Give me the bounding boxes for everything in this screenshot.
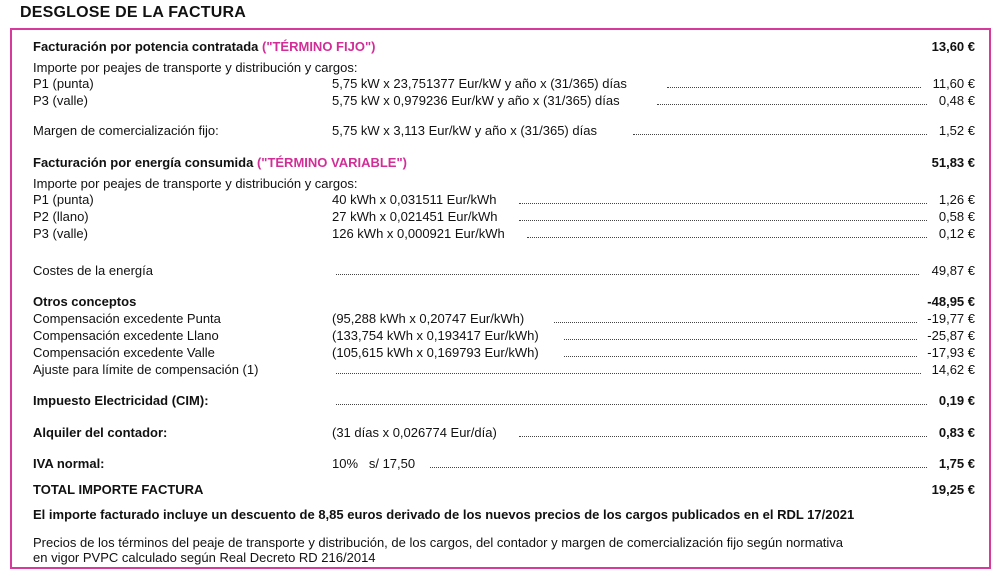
compensacion-valle-desc: (105,615 kWh x 0,169793 Eur/kWh) xyxy=(332,345,539,360)
alquiler-amount: 0,83 € xyxy=(938,425,975,440)
impuesto-amount: 0,19 € xyxy=(938,393,975,408)
dot-leader xyxy=(336,404,927,405)
energia-p1-label: P1 (punta) xyxy=(33,192,94,207)
costes-energia-row xyxy=(33,262,975,279)
dot-leader xyxy=(519,220,927,221)
costes-energia-label: Costes de la energía xyxy=(33,263,153,278)
ajuste-row xyxy=(33,361,975,378)
alquiler-desc: (31 días x 0,026774 Eur/día) xyxy=(332,425,497,440)
energia-p2-row xyxy=(33,208,975,225)
impuesto-row xyxy=(33,392,975,409)
dot-leader xyxy=(519,436,927,437)
margen-label: Margen de comercialización fijo: xyxy=(33,123,219,138)
compensacion-valle-label: Compensación excedente Valle xyxy=(33,345,215,360)
iva-amount: 1,75 € xyxy=(938,456,975,471)
discount-notice: El importe facturado incluye un descuento de 8,85 euros derivado de los nuevos precios de los cargos publicados en el RDL 17/2021 xyxy=(33,507,855,522)
section-otros-header xyxy=(33,293,975,310)
iva-desc: 10% s/ 17,50 xyxy=(332,456,416,471)
ajuste-label: Ajuste para límite de compensación (1) xyxy=(33,362,259,377)
potencia-p3-label: P3 (valle) xyxy=(33,93,88,108)
dot-leader xyxy=(564,339,917,340)
ajuste-amount: 14,62 € xyxy=(931,362,975,377)
compensacion-punta-label: Compensación excedente Punta xyxy=(33,311,221,326)
energia-p1-amount: 1,26 € xyxy=(938,192,975,207)
dot-leader xyxy=(564,356,917,357)
margen-row xyxy=(33,122,975,139)
section-otros-total: -48,95 € xyxy=(927,294,975,309)
costes-energia-amount: 49,87 € xyxy=(931,263,975,278)
energia-p1-desc: 40 kWh x 0,031511 Eur/kWh xyxy=(332,192,497,207)
potencia-peajes-label: Importe por peajes de transporte y distribución y cargos: xyxy=(33,60,358,75)
alquiler-row xyxy=(33,424,975,441)
energia-p3-desc: 126 kWh x 0,000921 Eur/kWh xyxy=(332,226,505,241)
compensacion-valle-amount: -17,93 € xyxy=(927,345,975,360)
potencia-p1-desc: 5,75 kW x 23,751377 Eur/kW y año x (31/365) días xyxy=(332,76,627,91)
dot-leader xyxy=(633,134,927,135)
compensacion-punta-amount: -19,77 € xyxy=(927,311,975,326)
section-energia-title: Facturación por energía consumida xyxy=(33,155,254,170)
potencia-p1-label: P1 (punta) xyxy=(33,76,94,91)
footnote-line-1: Precios de los términos del peaje de transporte y distribución, de los cargos, del contador y margen de comercialización fijo según normativa xyxy=(33,535,844,550)
dot-leader xyxy=(554,322,917,323)
potencia-peajes-label-row xyxy=(33,59,975,76)
potencia-p3-row xyxy=(33,92,975,109)
total-row xyxy=(33,481,975,498)
compensacion-llano-amount: -25,87 € xyxy=(927,328,975,343)
dot-leader xyxy=(657,104,927,105)
energia-p2-label: P2 (llano) xyxy=(33,209,89,224)
dot-leader xyxy=(336,373,921,374)
potencia-p1-row xyxy=(33,75,975,92)
section-potencia-title: Facturación por potencia contratada xyxy=(33,39,259,54)
total-label: TOTAL IMPORTE FACTURA xyxy=(33,482,204,497)
section-energia-tag: ("TÉRMINO VARIABLE") xyxy=(256,155,407,170)
alquiler-label: Alquiler del contador: xyxy=(33,425,168,440)
dot-leader xyxy=(336,274,919,275)
energia-p3-amount: 0,12 € xyxy=(938,226,975,241)
section-potencia-total: 13,60 € xyxy=(931,39,975,54)
dot-leader xyxy=(430,467,927,468)
section-potencia-header xyxy=(33,38,975,55)
energia-p2-amount: 0,58 € xyxy=(938,209,975,224)
potencia-p1-amount: 11,60 € xyxy=(932,76,975,91)
footnote-line-2: en vigor PVPC calculado según Real Decreto RD 216/2014 xyxy=(33,550,376,565)
compensacion-llano-label: Compensación excedente Llano xyxy=(33,328,219,343)
compensacion-punta-row xyxy=(33,310,975,327)
energia-p3-row xyxy=(33,225,975,242)
energia-peajes-label: Importe por peajes de transporte y distribución y cargos: xyxy=(33,176,358,191)
margen-desc: 5,75 kW x 3,113 Eur/kW y año x (31/365) días xyxy=(332,123,597,138)
total-amount: 19,25 € xyxy=(931,482,975,497)
iva-row xyxy=(33,455,975,472)
section-energia-header xyxy=(33,154,975,171)
section-energia-total: 51,83 € xyxy=(931,155,975,170)
iva-label: IVA normal: xyxy=(33,456,105,471)
section-otros-title: Otros conceptos xyxy=(33,294,137,309)
compensacion-punta-desc: (95,288 kWh x 0,20747 Eur/kWh) xyxy=(332,311,525,326)
energia-p1-row xyxy=(33,191,975,208)
page-title: DESGLOSE DE LA FACTURA xyxy=(20,4,247,21)
margen-amount: 1,52 € xyxy=(938,123,975,138)
section-potencia-tag: ("TÉRMINO FIJO") xyxy=(262,39,376,54)
energia-p2-desc: 27 kWh x 0,021451 Eur/kWh xyxy=(332,209,498,224)
dot-leader xyxy=(527,237,927,238)
potencia-p3-desc: 5,75 kW x 0,979236 Eur/kW y año x (31/365) días xyxy=(332,93,620,108)
potencia-p3-amount: 0,48 € xyxy=(938,93,975,108)
compensacion-valle-row xyxy=(33,344,975,361)
energia-peajes-label-row xyxy=(33,175,975,192)
compensacion-llano-desc: (133,754 kWh x 0,193417 Eur/kWh) xyxy=(332,328,539,343)
impuesto-label: Impuesto Electricidad (CIM): xyxy=(33,393,209,408)
dot-leader xyxy=(519,203,927,204)
compensacion-llano-row xyxy=(33,327,975,344)
dot-leader xyxy=(667,87,921,88)
energia-p3-label: P3 (valle) xyxy=(33,226,88,241)
